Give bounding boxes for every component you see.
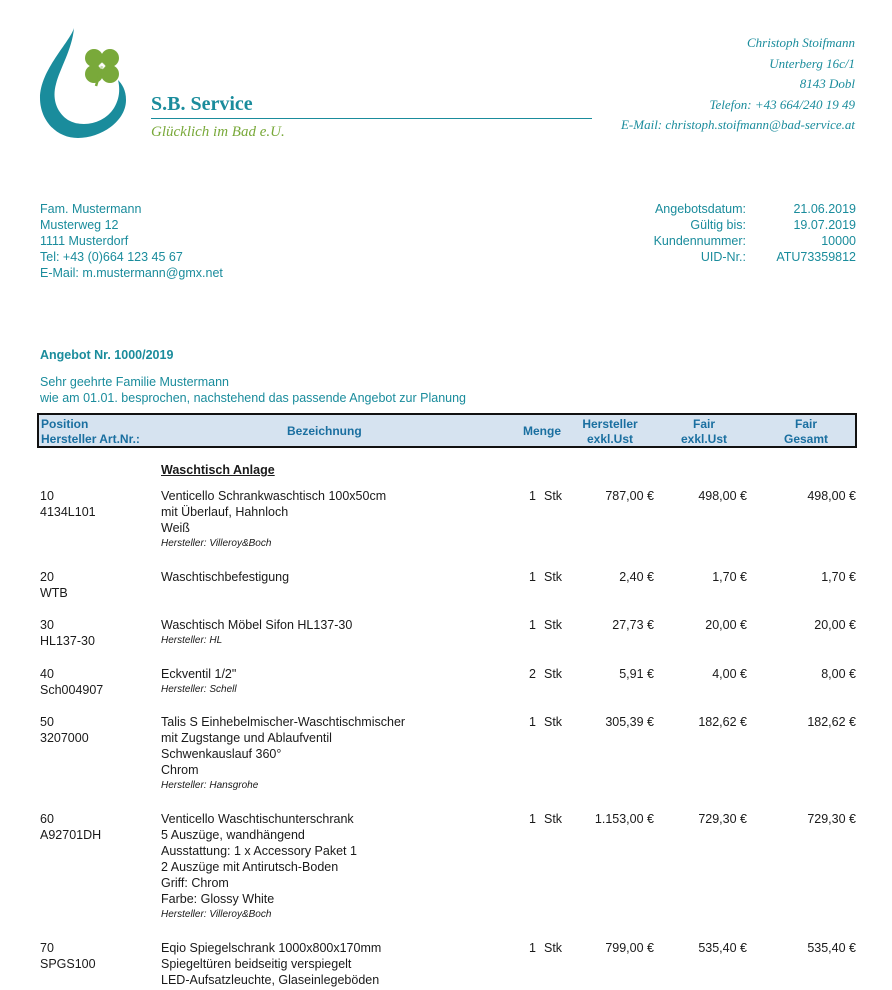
sender-address (621, 33, 855, 136)
company-tagline: Glücklich im Bad e.U. (151, 124, 285, 140)
unit: Stk (544, 812, 563, 826)
unit: Stk (544, 489, 563, 503)
meta-row-date (560, 201, 856, 217)
fair-price: 20,00 € (705, 618, 747, 632)
meta-value: 10000 (821, 234, 856, 248)
meta-value: ATU73359812 (776, 250, 856, 264)
header-label: Fair (794, 417, 817, 431)
header-manufacturer-price (575, 417, 645, 446)
position-number: 70 (40, 941, 54, 955)
manufacturer-note: Hersteller: HL (161, 635, 223, 646)
description-cell (161, 617, 352, 648)
description-line: Venticello Schrankwaschtisch 100x50cm (161, 489, 387, 503)
total-price: 182,62 € (807, 715, 856, 729)
fair-price: 1,70 € (712, 570, 747, 584)
position-cell (40, 569, 68, 601)
description-line: mit Überlauf, Hahnloch (161, 505, 289, 519)
header-divider (151, 118, 592, 119)
description-cell (161, 488, 386, 551)
article-number: WTB (40, 586, 68, 600)
description-line: Ausstattung: 1 x Accessory Paket 1 (161, 844, 357, 858)
recipient-street: Musterweg 12 (40, 218, 119, 232)
manufacturer-price: 305,39 € (605, 715, 654, 729)
total-price: 498,00 € (807, 489, 856, 503)
fair-price: 4,00 € (712, 667, 747, 681)
offer-greeting (40, 374, 466, 406)
description-line: Waschtischbefestigung (161, 570, 290, 584)
recipient-address (40, 201, 223, 281)
header-label: Position (41, 417, 89, 431)
position-cell (40, 488, 96, 520)
description-line: Schwenkauslauf 360° (161, 747, 282, 761)
position-number: 40 (40, 667, 54, 681)
offer-meta (560, 201, 856, 265)
recipient-city: 1111 Musterdorf (40, 234, 129, 248)
position-cell (40, 940, 96, 972)
meta-row-valid (560, 217, 856, 233)
total-price: 8,00 € (821, 667, 856, 681)
unit: Stk (544, 570, 563, 584)
header-total (771, 417, 841, 446)
unit: Stk (544, 667, 563, 681)
meta-value: 19.07.2019 (793, 218, 856, 232)
meta-value: 21.06.2019 (793, 202, 856, 216)
description-line: Eckventil 1/2" (161, 667, 237, 681)
meta-label: Kundennummer: (653, 234, 746, 248)
sender-city: 8143 Dobl (799, 76, 855, 91)
company-name: S.B. Service (151, 93, 253, 115)
quantity: 1 (529, 715, 536, 729)
description-line: Griff: Chrom (161, 876, 229, 890)
unit: Stk (544, 941, 563, 955)
manufacturer-note: Hersteller: Villeroy&Boch (161, 909, 272, 920)
offer-title: Angebot Nr. 1000/2019 (40, 348, 174, 362)
meta-row-customer (560, 233, 856, 249)
description-line: 2 Auszüge mit Antirutsch-Boden (161, 860, 339, 874)
manufacturer-price: 787,00 € (605, 489, 654, 503)
quantity: 1 (529, 570, 536, 584)
manufacturer-note: Hersteller: Schell (161, 684, 237, 695)
total-price: 729,30 € (807, 812, 856, 826)
water-drop-icon (40, 28, 126, 138)
position-cell (40, 811, 101, 843)
position-number: 10 (40, 489, 54, 503)
quantity: 1 (529, 812, 536, 826)
manufacturer-price: 27,73 € (612, 618, 654, 632)
position-number: 50 (40, 715, 54, 729)
article-number: 4134L101 (40, 505, 96, 519)
description-line: Spiegeltüren beidseitig verspiegelt (161, 957, 352, 971)
quantity: 2 (529, 667, 536, 681)
manufacturer-price: 5,91 € (619, 667, 654, 681)
unit: Stk (544, 618, 563, 632)
description-line: mit Zugstange und Ablaufventil (161, 731, 332, 745)
sender-phone: Telefon: +43 664/240 19 49 (709, 96, 855, 112)
header-label: Gesamt (783, 431, 829, 446)
company-logo (38, 28, 130, 140)
manufacturer-price: 2,40 € (619, 570, 654, 584)
fair-price: 535,40 € (698, 941, 747, 955)
article-number: HL137-30 (40, 634, 95, 648)
meta-row-uid (560, 249, 856, 265)
description-line: 5 Auszüge, wandhängend (161, 828, 305, 842)
position-number: 60 (40, 812, 54, 826)
description-line: Chrom (161, 763, 199, 777)
header-label: Hersteller (582, 417, 638, 431)
description-cell (161, 811, 357, 922)
manufacturer-note: Hersteller: Hansgrohe (161, 780, 259, 791)
header-fair-price (669, 417, 739, 446)
description-line: Waschtisch Möbel Sifon HL137-30 (161, 618, 353, 632)
description-cell (161, 569, 289, 585)
greeting-line: wie am 01.01. besprochen, nachstehend das passende Angebot zur Planung (40, 391, 467, 405)
quantity: 1 (529, 489, 536, 503)
fair-price: 729,30 € (698, 812, 747, 826)
unit: Stk (544, 715, 563, 729)
total-price: 1,70 € (821, 570, 856, 584)
description-line: Venticello Waschtischunterschrank (161, 812, 354, 826)
section-title: Waschtisch Anlage (161, 463, 275, 477)
description-line: Weiß (161, 521, 190, 535)
fair-price: 498,00 € (698, 489, 747, 503)
clover-icon (85, 49, 119, 86)
article-number: 3207000 (40, 731, 89, 745)
position-number: 20 (40, 570, 54, 584)
manufacturer-price: 799,00 € (605, 941, 654, 955)
greeting-line: Sehr geehrte Familie Mustermann (40, 375, 229, 389)
total-price: 535,40 € (807, 941, 856, 955)
article-number: Sch004907 (40, 683, 104, 697)
recipient-name: Fam. Mustermann (40, 202, 142, 216)
manufacturer-note: Hersteller: Villeroy&Boch (161, 538, 272, 549)
position-number: 30 (40, 618, 54, 632)
meta-label: Gültig bis: (690, 218, 746, 232)
sender-name: Christoph Stoifmann (747, 35, 855, 50)
manufacturer-price: 1.153,00 € (594, 812, 654, 826)
fair-price: 182,62 € (698, 715, 747, 729)
description-cell (161, 714, 405, 793)
description-cell (161, 666, 237, 697)
table-header (37, 413, 857, 448)
header-description: Bezeichnung (287, 424, 362, 438)
description-line: Eqio Spiegelschrank 1000x800x170mm (161, 941, 382, 955)
total-price: 20,00 € (814, 618, 856, 632)
meta-label: Angebotsdatum: (654, 202, 746, 216)
header-label: exkl.Ust (586, 431, 634, 446)
header-label: Hersteller Art.Nr.: (41, 431, 140, 446)
position-cell (40, 617, 95, 649)
sender-email[interactable]: E-Mail: christoph.stoifmann@bad-service.at (620, 117, 855, 132)
quantity: 1 (529, 941, 536, 955)
header-position (41, 417, 140, 446)
header-quantity: Menge (523, 424, 562, 438)
meta-label: UID-Nr.: (700, 250, 746, 264)
description-line: Talis S Einhebelmischer-Waschtischmischer (161, 715, 406, 729)
description-line: LED-Aufsatzleuchte, Glaseinlegeböden (161, 973, 380, 987)
article-number: SPGS100 (40, 957, 96, 971)
quantity: 1 (529, 618, 536, 632)
header-label: exkl.Ust (680, 431, 728, 446)
description-line: Farbe: Glossy White (161, 892, 275, 906)
sender-street: Unterberg 16c/1 (769, 55, 855, 71)
position-cell (40, 714, 89, 746)
position-cell (40, 666, 103, 698)
recipient-email[interactable]: E-Mail: m.mustermann@gmx.net (40, 266, 223, 280)
recipient-phone: Tel: +43 (0)664 123 45 67 (40, 250, 183, 264)
article-number: A92701DH (40, 828, 102, 842)
description-cell (161, 940, 381, 988)
header-label: Fair (692, 417, 715, 431)
